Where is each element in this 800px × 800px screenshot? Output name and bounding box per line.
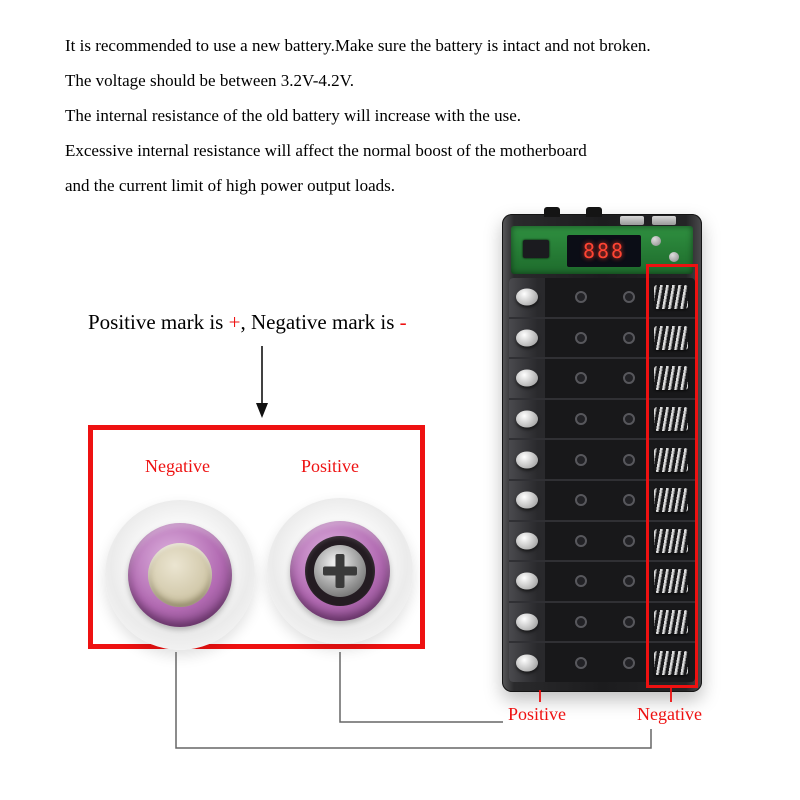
closeup-negative-label: Negative: [145, 456, 210, 476]
latch-tab: [544, 207, 560, 217]
holder-negative-label: Negative: [637, 704, 702, 724]
screw-hole-icon: [623, 372, 635, 384]
negative-spring-icon: [654, 488, 688, 512]
screw-hole-icon: [623, 494, 635, 506]
battery-slot: [509, 643, 695, 682]
screw-hole-icon: [575, 291, 587, 303]
vent-slot-icon: [336, 554, 345, 588]
chip: [523, 240, 549, 258]
positive-terminal: [305, 536, 375, 606]
battery-wrap-ring: [290, 521, 390, 621]
negative-battery-photo: [105, 500, 255, 650]
screw-hole-icon: [575, 575, 587, 587]
closeup-positive-label: Positive: [301, 456, 360, 476]
usb-port: [652, 216, 676, 225]
holder-positive-label: Positive: [508, 704, 567, 724]
battery-closeup-box: [88, 425, 425, 649]
negative-spring-icon: [654, 651, 688, 675]
positive-contact-icon: [516, 492, 538, 509]
positive-contact-icon: [516, 573, 538, 590]
screw-hole-icon: [575, 454, 587, 466]
negative-spring-icon: [654, 366, 688, 390]
battery-slot: [509, 319, 695, 360]
instruction-line: The voltage should be between 3.2V-4.2V.: [65, 71, 354, 90]
positive-contact-icon: [516, 614, 538, 631]
screw-hole-icon: [575, 413, 587, 425]
circuit-board: [511, 226, 693, 274]
display-digits: 888: [582, 239, 626, 263]
battery-slot: [509, 522, 695, 563]
down-arrow-head-icon: [256, 403, 268, 418]
screw-hole-icon: [575, 494, 587, 506]
positive-battery-photo: [267, 498, 413, 644]
marks-text: Positive mark is: [88, 310, 229, 334]
slot-rows: [509, 278, 695, 682]
component: [651, 236, 661, 246]
positive-contact-icon: [516, 370, 538, 387]
positive-contact-icon: [516, 289, 538, 306]
negative-spring-icon: [654, 407, 688, 431]
screw-hole-icon: [575, 332, 587, 344]
screw-hole-icon: [575, 535, 587, 547]
screw-hole-icon: [623, 616, 635, 628]
positive-contact-icon: [516, 411, 538, 428]
latch-tab: [586, 207, 602, 217]
screw-hole-icon: [623, 454, 635, 466]
negative-spring-icon: [654, 569, 688, 593]
screw-hole-icon: [575, 616, 587, 628]
negative-spring-icon: [654, 610, 688, 634]
battery-slot: [509, 400, 695, 441]
screw-hole-icon: [623, 657, 635, 669]
battery-slot: [509, 359, 695, 400]
negative-terminal: [148, 543, 212, 607]
plus-mark: +: [228, 310, 241, 334]
positive-terminal-metal: [314, 545, 366, 597]
screw-hole-icon: [623, 575, 635, 587]
battery-holder-photo: [502, 214, 702, 692]
positive-contact-icon: [516, 532, 538, 549]
instruction-line: It is recommended to use a new battery.Make sure the battery is intact and not broken.: [65, 36, 651, 55]
negative-spring-icon: [654, 529, 688, 553]
positive-contact-icon: [516, 329, 538, 346]
screw-hole-icon: [623, 291, 635, 303]
negative-spring-icon: [654, 448, 688, 472]
marks-caption: [88, 310, 407, 335]
battery-slot: [509, 481, 695, 522]
battery-slot: [509, 440, 695, 481]
marks-text: , Negative mark is: [240, 310, 400, 334]
screw-hole-icon: [623, 413, 635, 425]
negative-spring-icon: [654, 285, 688, 309]
screw-hole-icon: [623, 535, 635, 547]
minus-mark: -: [399, 310, 407, 334]
battery-wrap-ring: [128, 523, 232, 627]
battery-slot: [509, 603, 695, 644]
component: [669, 252, 679, 262]
battery-slot: [509, 278, 695, 319]
screw-hole-icon: [575, 657, 587, 669]
negative-spring-icon: [654, 326, 688, 350]
usb-port: [620, 216, 644, 225]
instruction-line: The internal resistance of the old battery will increase with the use.: [65, 106, 522, 125]
positive-contact-icon: [516, 654, 538, 671]
instruction-line: and the current limit of high power output loads.: [65, 176, 396, 195]
battery-slots: [509, 278, 695, 682]
led-display: [567, 235, 641, 267]
screw-hole-icon: [575, 372, 587, 384]
positive-connector-line: [340, 652, 503, 722]
positive-contact-icon: [516, 451, 538, 468]
instruction-line: Excessive internal resistance will affect the normal boost of the motherboard: [65, 141, 587, 160]
battery-slot: [509, 562, 695, 603]
screw-hole-icon: [623, 332, 635, 344]
instruction-text: [65, 28, 775, 203]
